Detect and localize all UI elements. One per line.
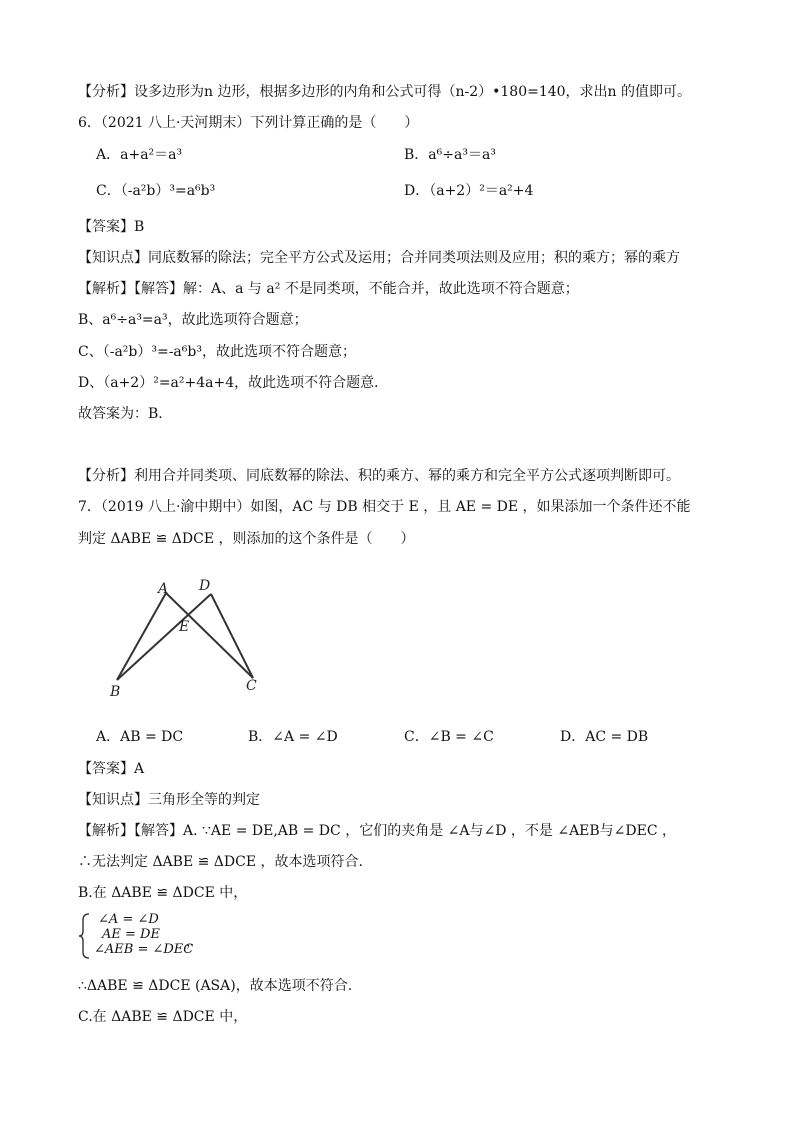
label-a: A bbox=[158, 581, 169, 597]
q6-knowledge: 【知识点】同底数幂的除法；完全平方公式及运用；合并同类项法则及应用；积的乘方；幂的乘方 bbox=[78, 250, 680, 266]
brace-comma: ， bbox=[186, 935, 200, 950]
label-b: B bbox=[110, 684, 121, 700]
q6-solution-line-3: C、（-a²b）³=-a⁶b³，故此选项不符合题意； bbox=[78, 344, 356, 360]
label-d: D bbox=[199, 578, 211, 594]
q7-solution-line-2: ∴无法判定 ΔABE ≌ ΔDCE ，故本选项符合. bbox=[78, 854, 363, 870]
brace-line-1: ∠A = ∠D bbox=[98, 912, 159, 927]
q6-solution-line-4: D、（a+2）²=a²+4a+4，故此选项不符合题意． bbox=[78, 375, 389, 391]
q6-option-a: A．a+a²＝a³ bbox=[96, 147, 183, 163]
q6-option-b: B．a⁶÷a³＝a³ bbox=[404, 147, 496, 163]
q6-analysis: 【分析】利用合并同类项、同底数幂的除法、积的乘方、幂的乘方和完全平方公式逐项判断即可。 bbox=[78, 468, 680, 484]
segment-AC bbox=[166, 593, 253, 678]
segment-DB bbox=[117, 594, 211, 680]
q6-option-c: C．（-a²b）³=a⁶b³ bbox=[96, 183, 216, 199]
q7-solution-line-4: ∴ΔABE ≌ ΔDCE (ASA)，故本选项不符合. bbox=[78, 978, 353, 994]
q7-geometry-figure bbox=[100, 570, 290, 720]
q6-stem: 6．（2021 八上·天河期末）下列计算正确的是（ ） bbox=[78, 115, 419, 131]
q6-option-d: D．（a+2）²＝a²+4 bbox=[404, 183, 534, 199]
label-c: C bbox=[246, 678, 257, 694]
segment-AB bbox=[117, 593, 166, 680]
q7-option-c: C．∠B = ∠C bbox=[404, 729, 494, 745]
brace-line-3: ∠AEB = ∠DEC bbox=[94, 942, 194, 957]
analysis-q5: 【分析】设多边形为n 边形，根据多边形的内角和公式可得（n-2）•180=140，求出n 的值即可。 bbox=[78, 84, 692, 100]
q7-solution-line-3: B.在 ΔABE ≌ ΔDCE 中， bbox=[78, 885, 248, 901]
q7-stem-line-1: 7．（2019 八上·渝中期中）如图，AC 与 DB 相交于 E ，且 AE = DE ，如果添加一个条件还不能 bbox=[78, 499, 691, 515]
q7-brace-system bbox=[78, 912, 218, 960]
q6-answer: 【答案】B bbox=[78, 219, 145, 235]
q7-option-b: B．∠A = ∠D bbox=[248, 729, 338, 745]
q6-solution-line-2: B、a⁶÷a³=a³，故此选项符合题意； bbox=[78, 312, 308, 328]
q7-solution-line-5: C.在 ΔABE ≌ ΔDCE 中， bbox=[78, 1009, 248, 1025]
label-e: E bbox=[179, 619, 190, 635]
q7-answer: 【答案】A bbox=[78, 761, 145, 777]
q7-stem-line-2: 判定 ΔABE ≌ ΔDCE ，则添加的这个条件是（ ） bbox=[78, 531, 415, 547]
q7-knowledge: 【知识点】三角形全等的判定 bbox=[78, 792, 260, 808]
brace-line-2: AE = DE bbox=[102, 927, 160, 942]
q6-solution-line-5: 故答案为：B． bbox=[78, 406, 173, 422]
segment-DC bbox=[211, 594, 253, 678]
left-brace-icon bbox=[78, 912, 92, 960]
q6-solution-line-1: 【解析】【解答】解：A、a 与 a² 不是同类项，不能合并，故此选项不符合题意； bbox=[78, 281, 579, 297]
q7-option-a: A．AB = DC bbox=[96, 729, 184, 745]
q7-option-d: D．AC = DB bbox=[560, 729, 649, 745]
q7-solution-line-1: 【解析】【解答】A. ∵AE = DE,AB = DC ，它们的夹角是 ∠A与∠D ，不是 ∠AEB与∠DEC ， bbox=[78, 823, 677, 839]
